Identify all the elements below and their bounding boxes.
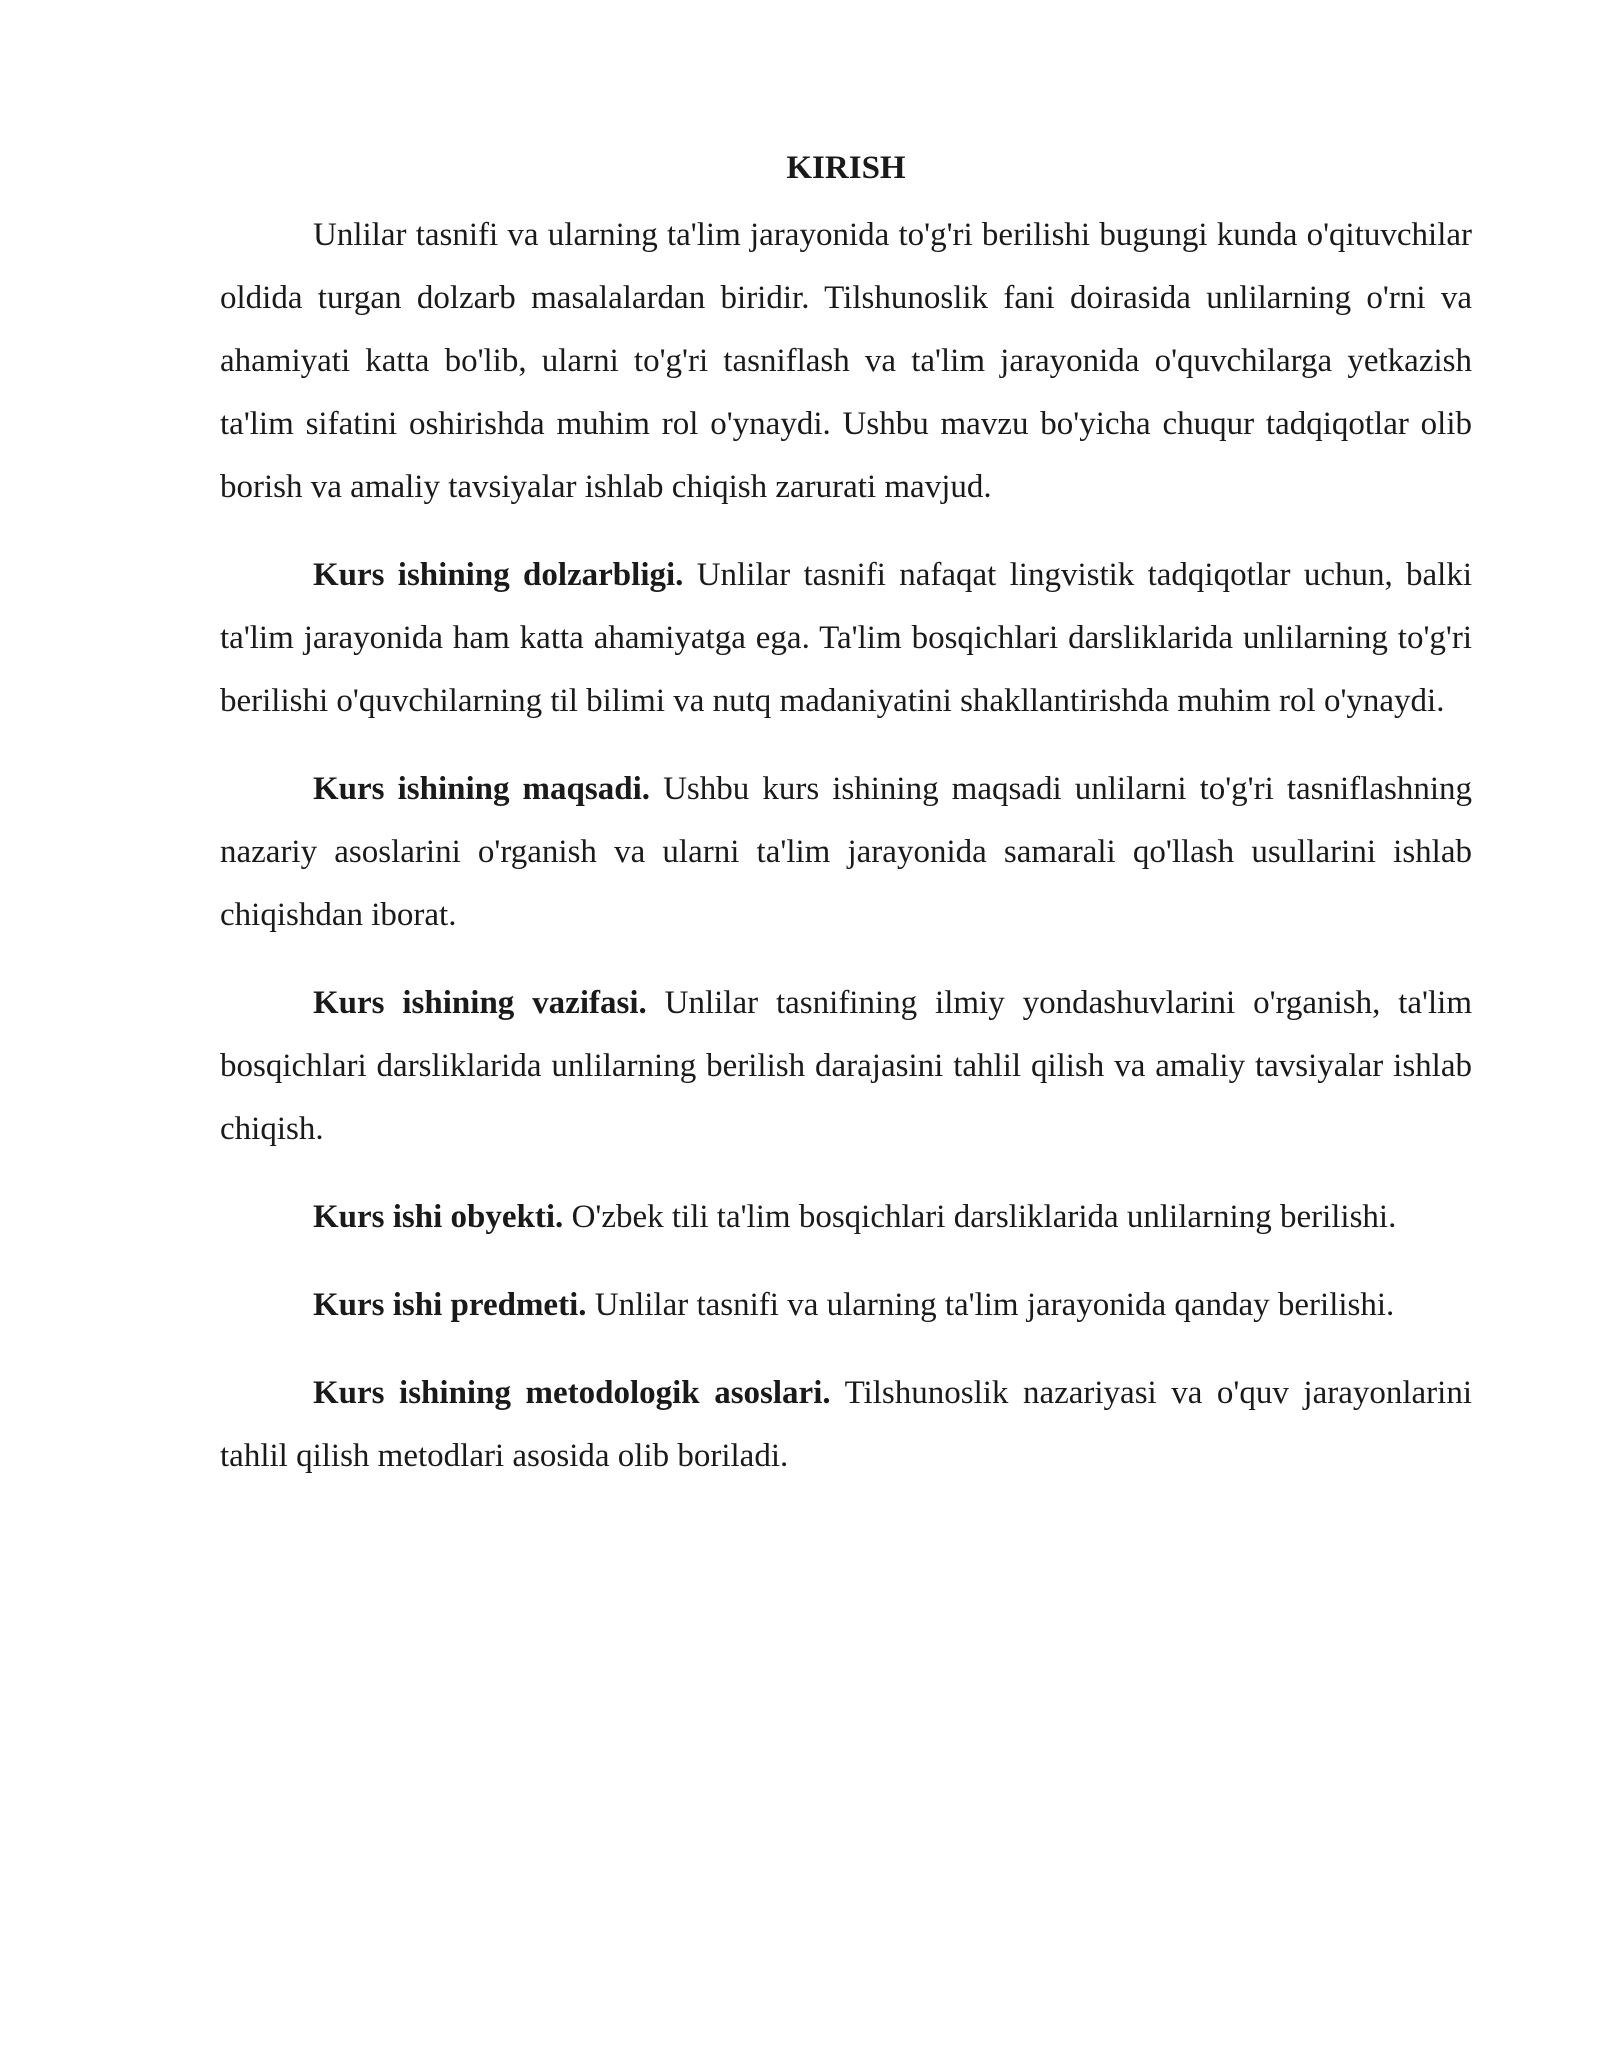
methodology-text: Tilshunoslik nazariyasi va o'quv jarayonlarini tahlil qilish metodlari asosida olib boriladi. [220, 1375, 1473, 1474]
goal-heading: Kurs ishining maqsadi. [313, 771, 651, 807]
subject-text: Unlilar tasnifi va ularning ta'lim jarayonida qanday berilishi. [586, 1287, 1395, 1323]
page-title: KIRISH [786, 150, 906, 186]
subject-heading: Kurs ishi predmeti. [313, 1287, 587, 1323]
tasks-text: Unlilar tasnifining ilmiy yondashuvlarini o'rganish, ta'lim bosqichlari darsliklarida unlilarning berilish darajasini tahlil qilish va amaliy tavsiyalar ishlab chiqish. [220, 985, 1472, 1147]
document-page [220, 148, 1472, 1488]
methodology-heading: Kurs ishining metodologik asoslari. [313, 1375, 831, 1411]
object-paragraph [220, 1186, 1472, 1249]
relevance-text: Unlilar tasnifi nafaqat lingvistik tadqiqotlar uchun, balki ta'lim jarayonida ham katta ahamiyatga ega. Ta'lim bosqichlari darsliklarida unlilarning to'g'ri berilishi o'quvchilarning til bilimi va nutq madaniyatini shakllantirishda muhim rol o'ynaydi. [220, 557, 1473, 719]
intro-paragraph: Unlilar tasnifi va ularning ta'lim jarayonida to'g'ri berilishi bugungi kunda o'qituvchilar oldida turgan dolzarb masalalardan biridir. Tilshunoslik fani doirasida unlilarning o'rni va ahamiyati katta bo'lib, ularni to'g'ri tasniflash va ta'lim jarayonida o'quvchilarga yetkazish ta'lim sifatini oshirishda muhim rol o'ynaydi. Ushbu mavzu bo'yicha chuqur tadqiqotlar olib borish va amaliy tavsiyalar ishlab chiqish zarurati mavjud. [220, 217, 1472, 505]
relevance-paragraph [220, 544, 1472, 733]
tasks-paragraph [220, 972, 1472, 1161]
methodology-paragraph [220, 1362, 1472, 1488]
relevance-heading: Kurs ishining dolzarbligi. [313, 557, 684, 593]
subject-paragraph [220, 1274, 1472, 1337]
object-heading: Kurs ishi obyekti. [313, 1199, 564, 1235]
tasks-heading: Kurs ishining vazifasi. [313, 985, 647, 1021]
goal-paragraph [220, 758, 1472, 947]
goal-text: Ushbu kurs ishining maqsadi unlilarni to'g'ri tasniflashning nazariy asoslarini o'rganish va ularni ta'lim jarayonida samarali qo'llash usullarini ishlab chiqishdan iborat. [220, 771, 1472, 933]
object-text: O'zbek tili ta'lim bosqichlari darsliklarida unlilarning berilishi. [563, 1199, 1397, 1235]
